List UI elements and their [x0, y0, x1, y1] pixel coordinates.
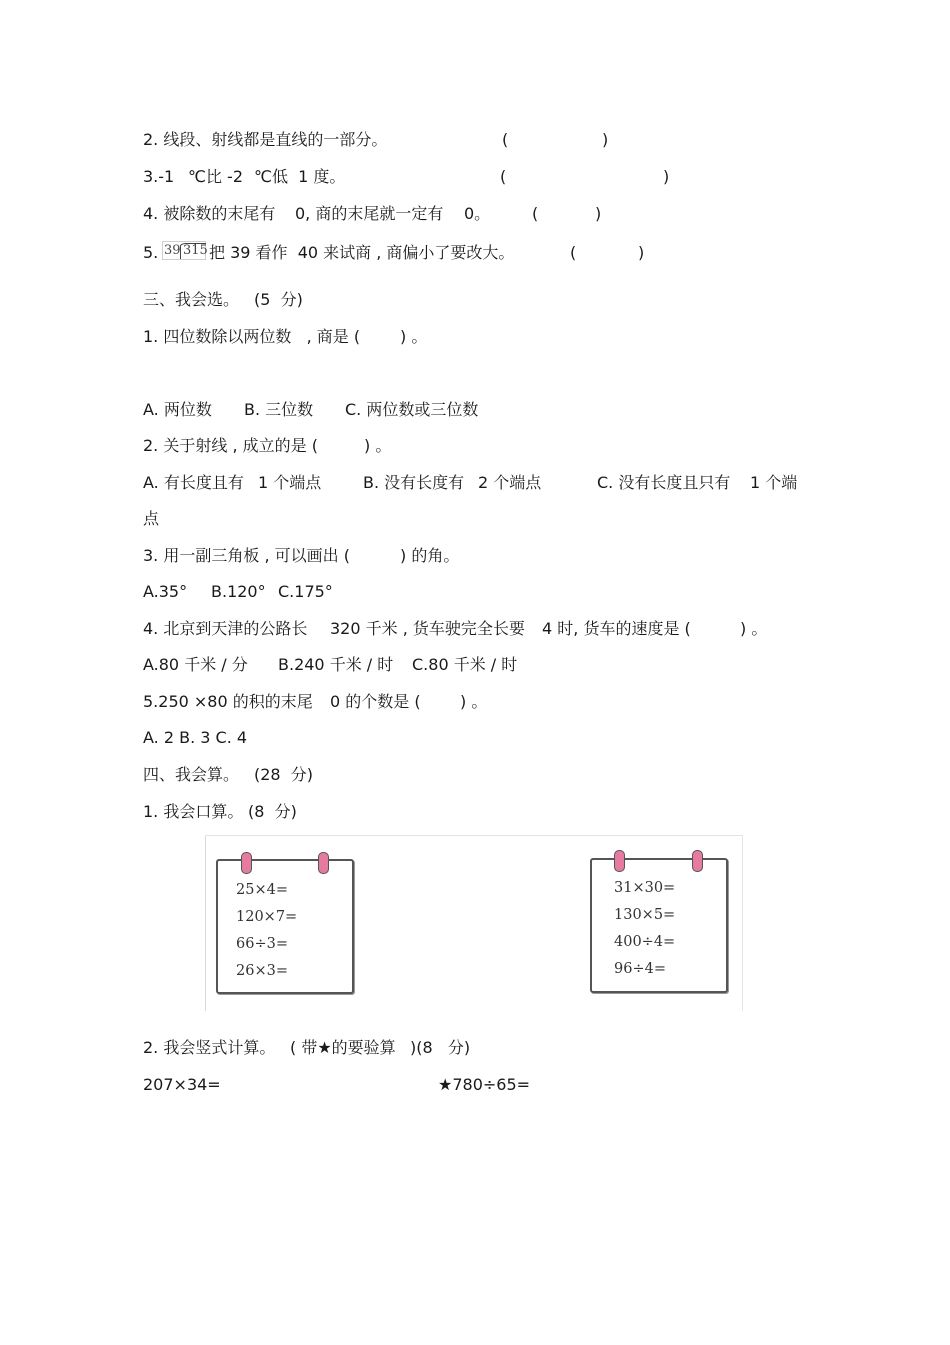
option-c-cont: 1 个端 — [750, 473, 798, 492]
binder-ring-icon — [614, 850, 625, 872]
calc-q2-title: 2. 我会竖式计算。 — [143, 1038, 276, 1057]
choice-q5-part-a: 5.250 ×80 的积的末尾 — [143, 692, 313, 711]
choice-q2-stem-end: ) 。 — [364, 436, 392, 455]
answer-paren-close: ) — [602, 130, 609, 149]
choice-q3-stem: 3. 用一副三角板 , 可以画出 ( — [143, 546, 350, 565]
option-b: B.240 千米 / 时 — [278, 655, 394, 674]
binder-ring-icon — [241, 852, 252, 874]
answer-paren-open: ( — [532, 204, 539, 223]
option-c: C. 两位数或三位数 — [345, 400, 479, 419]
option-b: B. 三位数 — [244, 400, 314, 419]
option-c: C.80 千米 / 时 — [412, 655, 518, 674]
expression: 400÷4= — [614, 934, 676, 950]
long-division-figure — [162, 241, 206, 261]
mental-math-card-right — [590, 858, 728, 993]
expression: 130×5= — [614, 907, 676, 923]
binder-ring-icon — [318, 852, 329, 874]
option-a: A. 两位数 — [143, 400, 212, 419]
section3-score: (5 分) — [254, 290, 303, 309]
binder-ring-icon — [692, 850, 703, 872]
calc-problem-left: 207×34= — [143, 1075, 221, 1094]
section4-score: (28 分) — [254, 765, 314, 784]
choice-q4-part-c: 4 时, 货车的速度是 ( — [542, 619, 691, 638]
divisor: 39 — [164, 243, 181, 258]
option-a: A. 有长度且有 — [143, 473, 244, 492]
choice-q1-stem: 1. 四位数除以两位数 , 商是 ( — [143, 327, 361, 346]
choice-q2-stem: 2. 关于射线 , 成立的是 ( — [143, 436, 318, 455]
section3-title: 三、我会选。 — [143, 290, 240, 309]
judge-q5-text: 把 39 看作 40 来试商 , 商偏小了要改大。 — [209, 243, 515, 262]
mental-math-card-left — [216, 859, 354, 994]
answer-paren-close: ) — [595, 204, 602, 223]
answer-paren-close: ) — [638, 243, 645, 262]
calc-q1-title: 1. 我会口算。 — [143, 802, 244, 821]
choice-q3-stem-end: ) 的角。 — [400, 546, 460, 565]
answer-paren-open: ( — [500, 167, 507, 186]
judge-q5-number: 5. — [143, 243, 159, 262]
expression: 120×7= — [236, 909, 298, 925]
expression: 96÷4= — [614, 961, 666, 977]
option-c: C. 没有长度且只有 — [597, 473, 731, 492]
option-c: C.175° — [278, 582, 333, 601]
choice-q1-stem-end: ) 。 — [400, 327, 428, 346]
expression: 26×3= — [236, 963, 288, 979]
answer-paren-open: ( — [502, 130, 509, 149]
judge-q4-part-b: 0, 商的末尾就一定有 — [295, 204, 444, 223]
judge-q4-part-a: 4. 被除数的末尾有 — [143, 204, 276, 223]
judge-q4-part-c: 0。 — [464, 204, 491, 223]
judge-q3-part-b: ℃比 -2 — [188, 167, 244, 186]
judge-q3-part-c: ℃低 1 度。 — [254, 167, 346, 186]
section4-title: 四、我会算。 — [143, 765, 240, 784]
option-c-wrap: 点 — [143, 509, 160, 528]
calc-q2-note: ( 带★的要验算 — [290, 1038, 396, 1057]
calc-q2-score: )(8 分) — [410, 1038, 471, 1057]
calc-problem-right: ★780÷65= — [438, 1075, 531, 1094]
choice-q4-part-b: 320 千米 , 货车驶完全长要 — [330, 619, 525, 638]
option-a: A.35° — [143, 582, 188, 601]
judge-q3-part-a: 3.-1 — [143, 167, 175, 186]
choice-q5-stem-end: ) 。 — [460, 692, 488, 711]
answer-paren-open: ( — [570, 243, 577, 262]
option-b: B.120° — [211, 582, 266, 601]
option-a-cont: 1 个端点 — [258, 473, 322, 492]
choice-q4-part-a: 4. 北京到天津的公路长 — [143, 619, 308, 638]
expression: 31×30= — [614, 880, 676, 896]
mental-math-figure — [205, 835, 743, 1011]
dividend: 315 — [183, 243, 208, 258]
expression: 25×4= — [236, 882, 288, 898]
option-b: B. 没有长度有 — [363, 473, 465, 492]
judge-q2-text: 2. 线段、射线都是直线的一部分。 — [143, 130, 388, 149]
expression: 66÷3= — [236, 936, 288, 952]
choice-q4-stem-end: ) 。 — [740, 619, 768, 638]
option-a: A.80 千米 / 分 — [143, 655, 248, 674]
options-line: A. 2 B. 3 C. 4 — [143, 728, 248, 747]
calc-q1-score: (8 分) — [248, 802, 297, 821]
answer-paren-close: ) — [663, 167, 670, 186]
choice-q5-part-b: 0 的个数是 ( — [330, 692, 421, 711]
option-b-cont: 2 个端点 — [478, 473, 542, 492]
